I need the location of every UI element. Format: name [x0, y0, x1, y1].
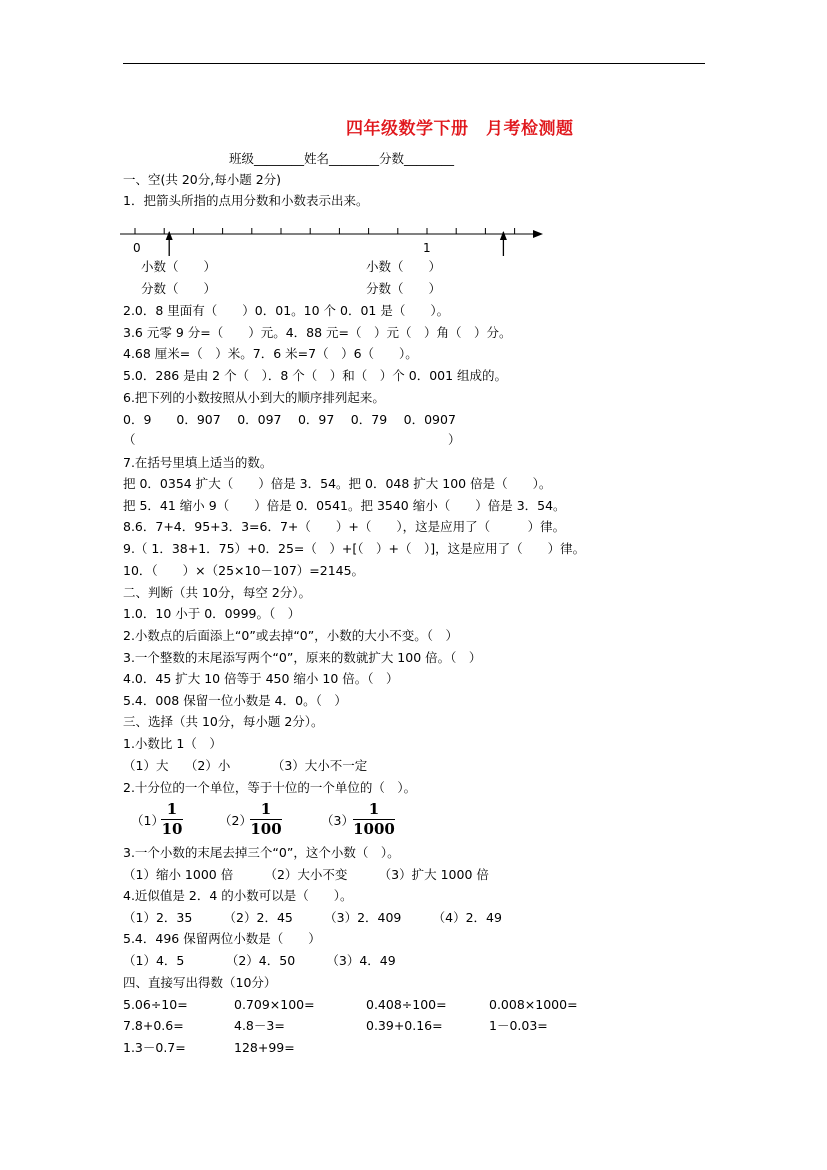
question-6-numbers: 0．9 0．907 0．097 0．97 0．79 0．0907 — [123, 412, 456, 427]
judge-item-2: 2.小数点的后面添上“0”或去掉“0”，小数的大小不变。（ ） — [123, 628, 458, 643]
judge-item-3: 3.一个整数的末尾添写两个“0”，原来的数就扩大 100 倍。（ ） — [123, 650, 482, 665]
question-7a: 把 0．0354 扩大（ ）倍是 3．54。把 0．048 扩大 100 倍是（ ）。 — [123, 476, 552, 491]
question-7: 7.在括号里填上适当的数。 — [123, 455, 273, 470]
calc-r1-c2: 0.709×100= — [234, 997, 315, 1012]
section3-heading: 三、选择（共 10分，每小题 2分）。 — [123, 714, 324, 729]
calc-r2-c1: 7.8+0.6= — [123, 1018, 184, 1033]
page-title: 四年级数学下册 月考检测题 — [346, 119, 574, 139]
section4-heading: 四、直接写出得数（10分） — [123, 975, 277, 990]
q1-left-decimal: 小数（ ） — [141, 259, 217, 274]
choice-q4: 4.近似值是 2．4 的小数可以是（ ）。 — [123, 888, 353, 903]
calc-r1-c1: 5.06÷10= — [123, 997, 188, 1012]
question-7b: 把 5．41 缩小 9（ ）倍是 0．0541。把 3540 缩小（ ）倍是 3．54。 — [123, 498, 566, 513]
question-4: 4.68 厘米=（ ）米。7．6 米=7（ ）6（ ）。 — [123, 346, 418, 361]
choice-q3-options: （1）缩小 1000 倍 （2）大小不变 （3）扩大 1000 倍 — [123, 867, 489, 882]
axis-label-1: 1 — [423, 241, 431, 255]
number-line-pointers — [166, 231, 507, 256]
calc-r1-c4: 0.008×1000= — [489, 997, 578, 1012]
section1-heading: 一、空(共 20分,每小题 2分) — [123, 172, 282, 187]
option-label-2: （2） — [219, 813, 252, 828]
choice-q3: 3.一个小数的末尾去掉三个“0”，这个小数（ ）。 — [123, 845, 400, 860]
number-line-ticks — [135, 228, 515, 234]
choice-q4-options: （1）2．35 （2）2．45 （3）2．409 （4）2．49 — [123, 910, 502, 925]
number-line — [115, 222, 555, 258]
q1-right-decimal: 小数（ ） — [366, 259, 442, 274]
option-label-1: （1） — [131, 813, 164, 828]
question-3: 3.6 元零 9 分=（ ）元。4．88 元=（ ）元（ ）角（ ）分。 — [123, 325, 512, 340]
calc-r3-c2: 128+99= — [234, 1040, 295, 1055]
calc-r2-c4: 1－0.03= — [489, 1018, 548, 1033]
choice-q2: 2.十分位的一个单位，等于十位的一个单位的（ ）。 — [123, 780, 417, 795]
calc-r2-c3: 0.39+0.16= — [366, 1018, 443, 1033]
judge-item-1: 1.0．10 小于 0．0999。（ ） — [123, 606, 301, 621]
choice-q1: 1.小数比 1（ ） — [123, 736, 222, 751]
number-line-arrowhead — [533, 230, 543, 238]
question-6-answer: （ ） — [123, 432, 461, 447]
choice-q1-options: （1）大 （2）小 （3）大小不一定 — [123, 758, 368, 773]
q1-right-fraction: 分数（ ） — [366, 281, 442, 296]
section2-heading: 二、判断（共 10分，每空 2分）。 — [123, 585, 312, 600]
judge-item-5: 5.4．008 保留一位小数是 4．0。（ ） — [123, 693, 347, 708]
choice-q5-options: （1）4．5 （2）4．50 （3）4．49 — [123, 953, 396, 968]
header-rule — [123, 63, 705, 64]
student-info-line: 班级________姓名________分数________ — [229, 151, 455, 166]
choice-q2-options — [123, 801, 623, 839]
fraction-1-10: 1 10 — [161, 800, 183, 838]
choice-q5: 5.4．496 保留两位小数是（ ） — [123, 931, 321, 946]
option-label-3: （3） — [321, 813, 354, 828]
fraction-1-1000: 1 1000 — [353, 800, 395, 838]
q1-left-fraction: 分数（ ） — [141, 281, 217, 296]
question-6: 6.把下列的小数按照从小到大的顺序排列起来。 — [123, 390, 385, 405]
question-5: 5.0．286 是由 2 个（ ）．8 个（ ）和（ ）个 0．001 组成的。 — [123, 368, 508, 383]
axis-label-0: 0 — [133, 241, 141, 255]
calc-r2-c2: 4.8－3= — [234, 1018, 285, 1033]
judge-item-4: 4.0．45 扩大 10 倍等于 450 缩小 10 倍。（ ） — [123, 671, 399, 686]
pointer-arrow-head — [166, 231, 173, 240]
calc-r3-c1: 1.3－0.7= — [123, 1040, 186, 1055]
question-8: 8.6．7+4．95+3．3=6．7+（ ）+（ ），这是应用了（ ）律。 — [123, 519, 566, 534]
pointer-arrow-head — [500, 231, 507, 240]
question-2: 2.0．8 里面有（ ）0．01。10 个 0．01 是（ ）。 — [123, 303, 450, 318]
fraction-1-100: 1 100 — [250, 800, 282, 838]
calc-r1-c3: 0.408÷100= — [366, 997, 447, 1012]
question-1: 1．把箭头所指的点用分数和小数表示出来。 — [123, 193, 369, 208]
question-10: 10．（ ）×（25×10－107）=2145。 — [123, 563, 365, 578]
question-9: 9.（ 1．38+1．75）+0．25=（ ）+[（ ）+（ ）]，这是应用了（ ）律。 — [123, 541, 586, 556]
